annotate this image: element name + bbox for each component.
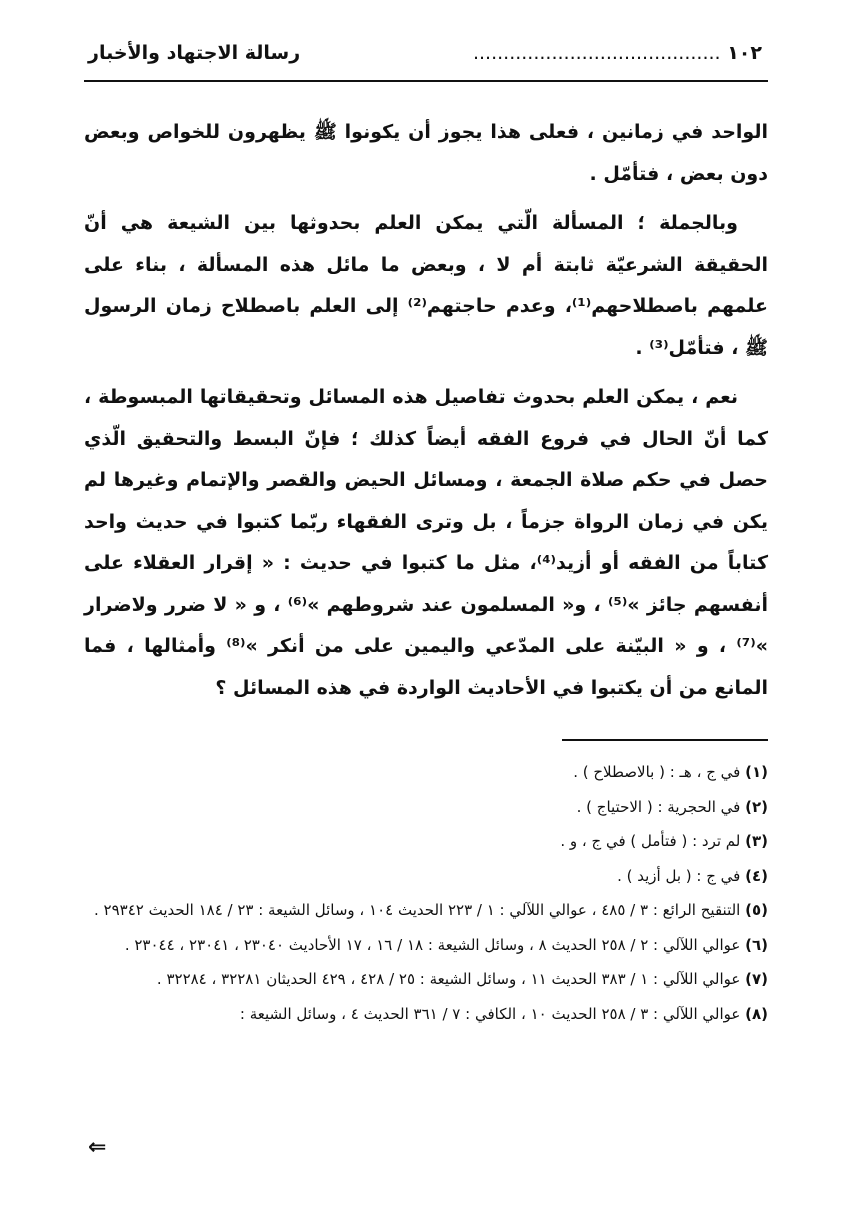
footnote-number: (٦) <box>745 935 768 954</box>
footnote-number: (٢) <box>745 797 768 816</box>
footnote-text: لم ترد : ( فتأمل ) في ج ، و . <box>560 832 741 850</box>
book-page <box>84 30 768 1200</box>
footnote-text: في ج : ( بل أزيد ) . <box>617 866 741 885</box>
header-dot-leader: ......................................... <box>472 42 721 64</box>
footnote <box>84 859 768 894</box>
footnote-number: (٨) <box>745 1004 768 1023</box>
paragraph: الواحد في زمانين ، فعلى هذا يجوز أن يكونوا ﷺ يظهرون للخواص وبعض دون بعض ، فتأمّل . <box>84 121 768 185</box>
footnote-text: عوالي اللآلي : ٢ / ٢٥٨ الحديث ٨ ، وسائل الشيعة : ١٨ / ١٦ ، ١٧ الأحاديث ٢٣٠٤٠ ، ٢٣٠٤١ ، ٢٣٠٤٤ . <box>124 935 741 954</box>
footnote <box>84 790 768 825</box>
footnote-number: (٧) <box>745 970 768 988</box>
page-header <box>84 30 768 82</box>
page-number-value: ١٠٢ <box>727 42 762 64</box>
footnote <box>84 893 768 928</box>
footnotes <box>84 755 768 1031</box>
footnote-number: (٣) <box>745 832 768 850</box>
footnote-text: في ج ، هـ : ( بالاصطلاح ) . <box>573 763 741 781</box>
footnote-number: (١) <box>745 763 768 781</box>
footnote <box>84 962 768 997</box>
footnote-text: التنقيح الرائع : ٣ / ٤٨٥ ، عوالي اللآلي : ١ / ٢٢٣ الحديث ١٠٤ ، وسائل الشيعة : ٢٣ / ١٨٤ الحديث ٢٩٣٤٢ . <box>94 901 741 919</box>
continuation-arrow-icon: ⇐ <box>88 1135 107 1160</box>
footnote-number: (٥) <box>745 901 768 919</box>
footnote <box>84 928 768 963</box>
paragraph: وبالجملة ؛ المسألة الّتي يمكن العلم بحدوثها بين الشيعة هي أنّ الحقيقة الشرعيّة ثابتة أم لا ، وبعض ما مائل هذه المسألة ، بناء على علمهم باصطلاحهم⁽¹⁾، وعدم حاجتهم⁽²⁾ إلى العلم باصطلاح زمان الرسول ﷺ ، فتأمّل⁽³⁾ . <box>84 212 768 359</box>
footnote-separator <box>562 739 768 741</box>
footnote <box>84 755 768 790</box>
footnote-text: عوالي اللآلي : ٣ / ٢٥٨ الحديث ١٠ ، الكافي : ٧ / ٣٦١ الحديث ٤ ، وسائل الشيعة : <box>239 1004 741 1023</box>
footnote-text: عوالي اللآلي : ١ / ٣٨٣ الحديث ١١ ، وسائل الشيعة : ٢٥ / ٤٢٨ ، ٤٢٩ الحديثان ٣٢٢٨١ ، ٣٢٢٨٤ . <box>156 970 741 988</box>
footnote-text: في الحجرية : ( الاحتياج ) . <box>576 797 741 816</box>
running-title: رسالة الاجتهاد والأخبار <box>88 42 301 64</box>
paragraph: نعم ، يمكن العلم بحدوث تفاصيل هذه المسائل وتحقيقاتها المبسوطة ، كما أنّ الحال في فروع الفقه أيضاً كذلك ؛ فإنّ البسط والتحقيق الّذي حصل في حكم صلاة الجمعة ، ومسائل الحيض والقصر والإتمام وغيرها لم يكن في زمان الرواة جزماً ، بل وترى الفقهاء ربّما كتبوا في حديث واحد كتاباً من الفقه أو أزيد⁽⁴⁾، مثل ما كتبوا في حديث : « إقرار العقلاء على أنفسهم جائز »⁽⁵⁾ ، و« المسلمون عند شروطهم »⁽⁶⁾ ، و « لا ضرر ولاضرار »⁽⁷⁾ ، و « البيّنة على المدّعي واليمين على من أنكر »⁽⁸⁾ وأمثالها ، فما المانع من أن يكتبوا في الأحاديث الواردة في هذه المسائل ؟ <box>84 386 768 699</box>
footnote <box>84 824 768 859</box>
footnote <box>84 997 768 1032</box>
page-number <box>473 42 762 64</box>
main-text <box>84 112 768 709</box>
footnote-number: (٤) <box>745 866 768 885</box>
